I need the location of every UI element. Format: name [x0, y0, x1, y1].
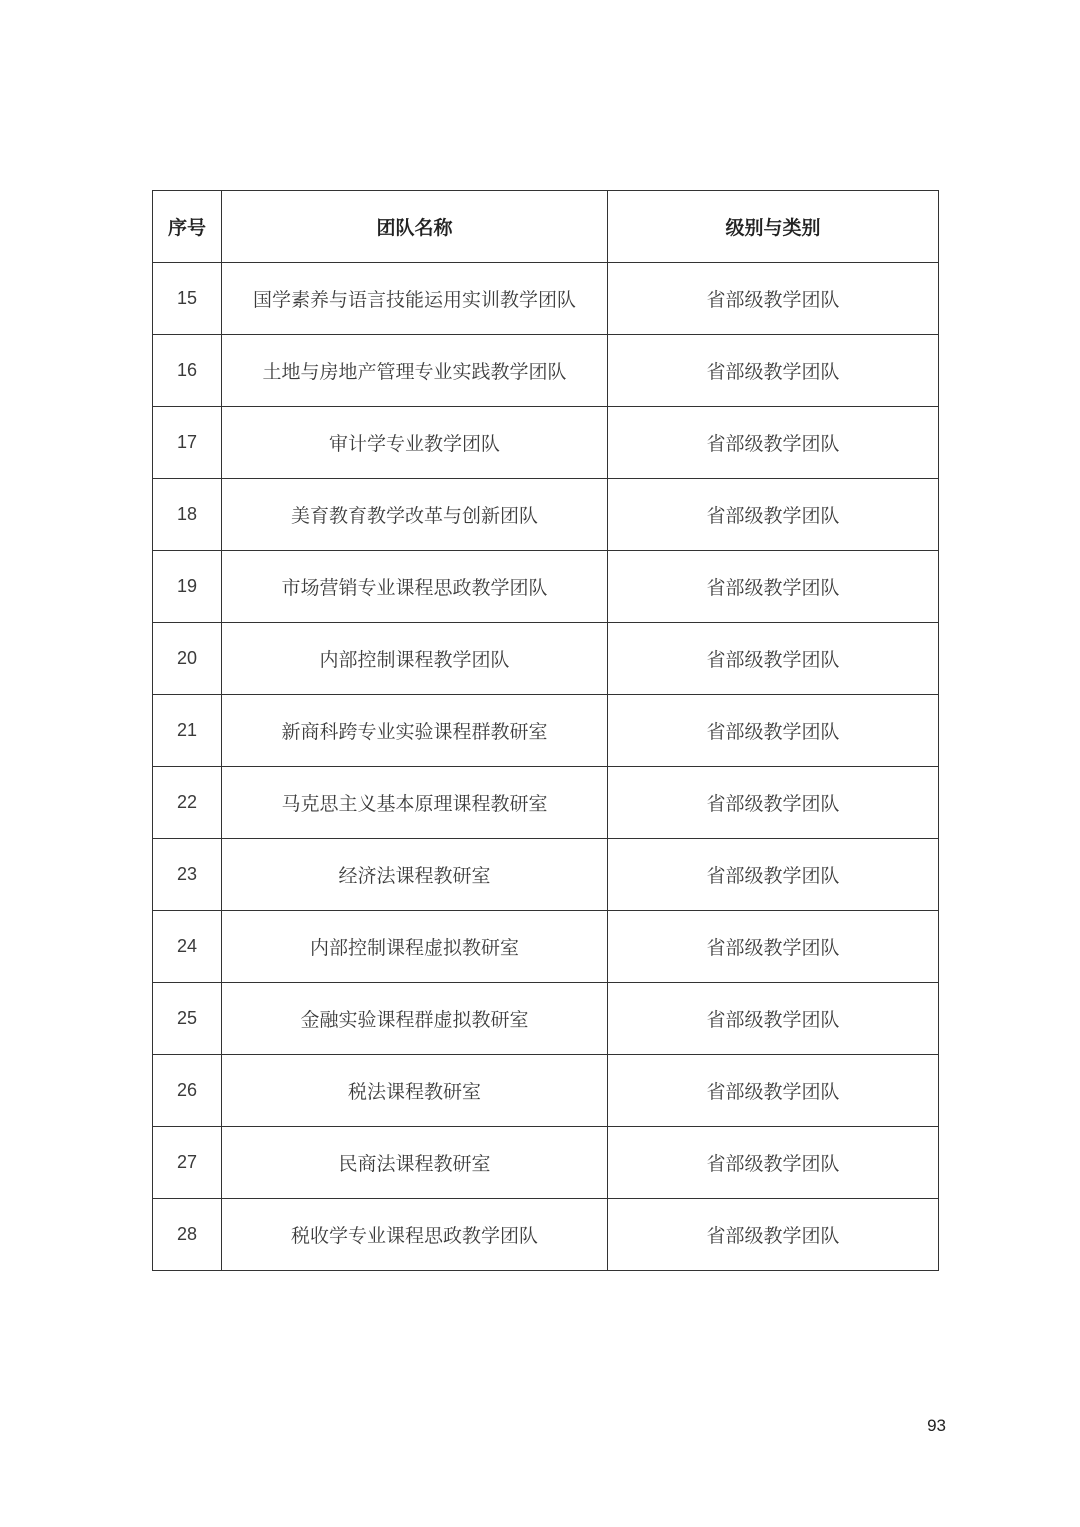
row-serial-number: 16	[153, 335, 222, 407]
header-row	[153, 191, 939, 263]
row-serial-number: 26	[153, 1055, 222, 1127]
row-level-category: 省部级教学团队	[608, 479, 939, 551]
row-team-name: 国学素养与语言技能运用实训教学团队	[222, 263, 608, 335]
row-team-name: 内部控制课程教学团队	[222, 623, 608, 695]
page-number: 93	[927, 1416, 946, 1435]
row-team-name: 土地与房地产管理专业实践教学团队	[222, 335, 608, 407]
header-serial-number: 序号	[153, 191, 222, 263]
row-serial-number: 27	[153, 1127, 222, 1199]
table-header	[153, 191, 939, 263]
row-serial-number: 17	[153, 407, 222, 479]
header-level-category: 级别与类别	[608, 191, 939, 263]
row-serial-number: 18	[153, 479, 222, 551]
row-team-name: 税法课程教研室	[222, 1055, 608, 1127]
row-level-category: 省部级教学团队	[608, 695, 939, 767]
row-serial-number: 15	[153, 263, 222, 335]
row-team-name: 经济法课程教研室	[222, 839, 608, 911]
row-level-category: 省部级教学团队	[608, 839, 939, 911]
row-team-name: 金融实验课程群虚拟教研室	[222, 983, 608, 1055]
table-row	[153, 839, 939, 911]
row-serial-number: 23	[153, 839, 222, 911]
row-serial-number: 25	[153, 983, 222, 1055]
row-serial-number: 19	[153, 551, 222, 623]
row-team-name: 审计学专业教学团队	[222, 407, 608, 479]
row-serial-number: 22	[153, 767, 222, 839]
row-team-name: 马克思主义基本原理课程教研室	[222, 767, 608, 839]
row-level-category: 省部级教学团队	[608, 983, 939, 1055]
row-team-name: 市场营销专业课程思政教学团队	[222, 551, 608, 623]
table-row	[153, 479, 939, 551]
table-row	[153, 335, 939, 407]
row-serial-number: 28	[153, 1199, 222, 1271]
row-level-category: 省部级教学团队	[608, 1199, 939, 1271]
table-row	[153, 983, 939, 1055]
table-row	[153, 263, 939, 335]
row-level-category: 省部级教学团队	[608, 335, 939, 407]
row-level-category: 省部级教学团队	[608, 911, 939, 983]
header-team-name: 团队名称	[222, 191, 608, 263]
table-row	[153, 1127, 939, 1199]
table-row	[153, 1199, 939, 1271]
row-serial-number: 24	[153, 911, 222, 983]
table-body	[153, 263, 939, 1271]
row-team-name: 新商科跨专业实验课程群教研室	[222, 695, 608, 767]
table-row	[153, 551, 939, 623]
row-level-category: 省部级教学团队	[608, 407, 939, 479]
row-serial-number: 20	[153, 623, 222, 695]
row-serial-number: 21	[153, 695, 222, 767]
row-level-category: 省部级教学团队	[608, 767, 939, 839]
table-row	[153, 767, 939, 839]
row-level-category: 省部级教学团队	[608, 1055, 939, 1127]
row-team-name: 税收学专业课程思政教学团队	[222, 1199, 608, 1271]
table-row	[153, 407, 939, 479]
table-row	[153, 695, 939, 767]
teaching-team-table	[152, 190, 939, 1271]
table-row	[153, 1055, 939, 1127]
row-level-category: 省部级教学团队	[608, 1127, 939, 1199]
row-level-category: 省部级教学团队	[608, 623, 939, 695]
table-row	[153, 911, 939, 983]
row-level-category: 省部级教学团队	[608, 263, 939, 335]
table-row	[153, 623, 939, 695]
row-team-name: 内部控制课程虚拟教研室	[222, 911, 608, 983]
row-team-name: 民商法课程教研室	[222, 1127, 608, 1199]
row-team-name: 美育教育教学改革与创新团队	[222, 479, 608, 551]
row-level-category: 省部级教学团队	[608, 551, 939, 623]
